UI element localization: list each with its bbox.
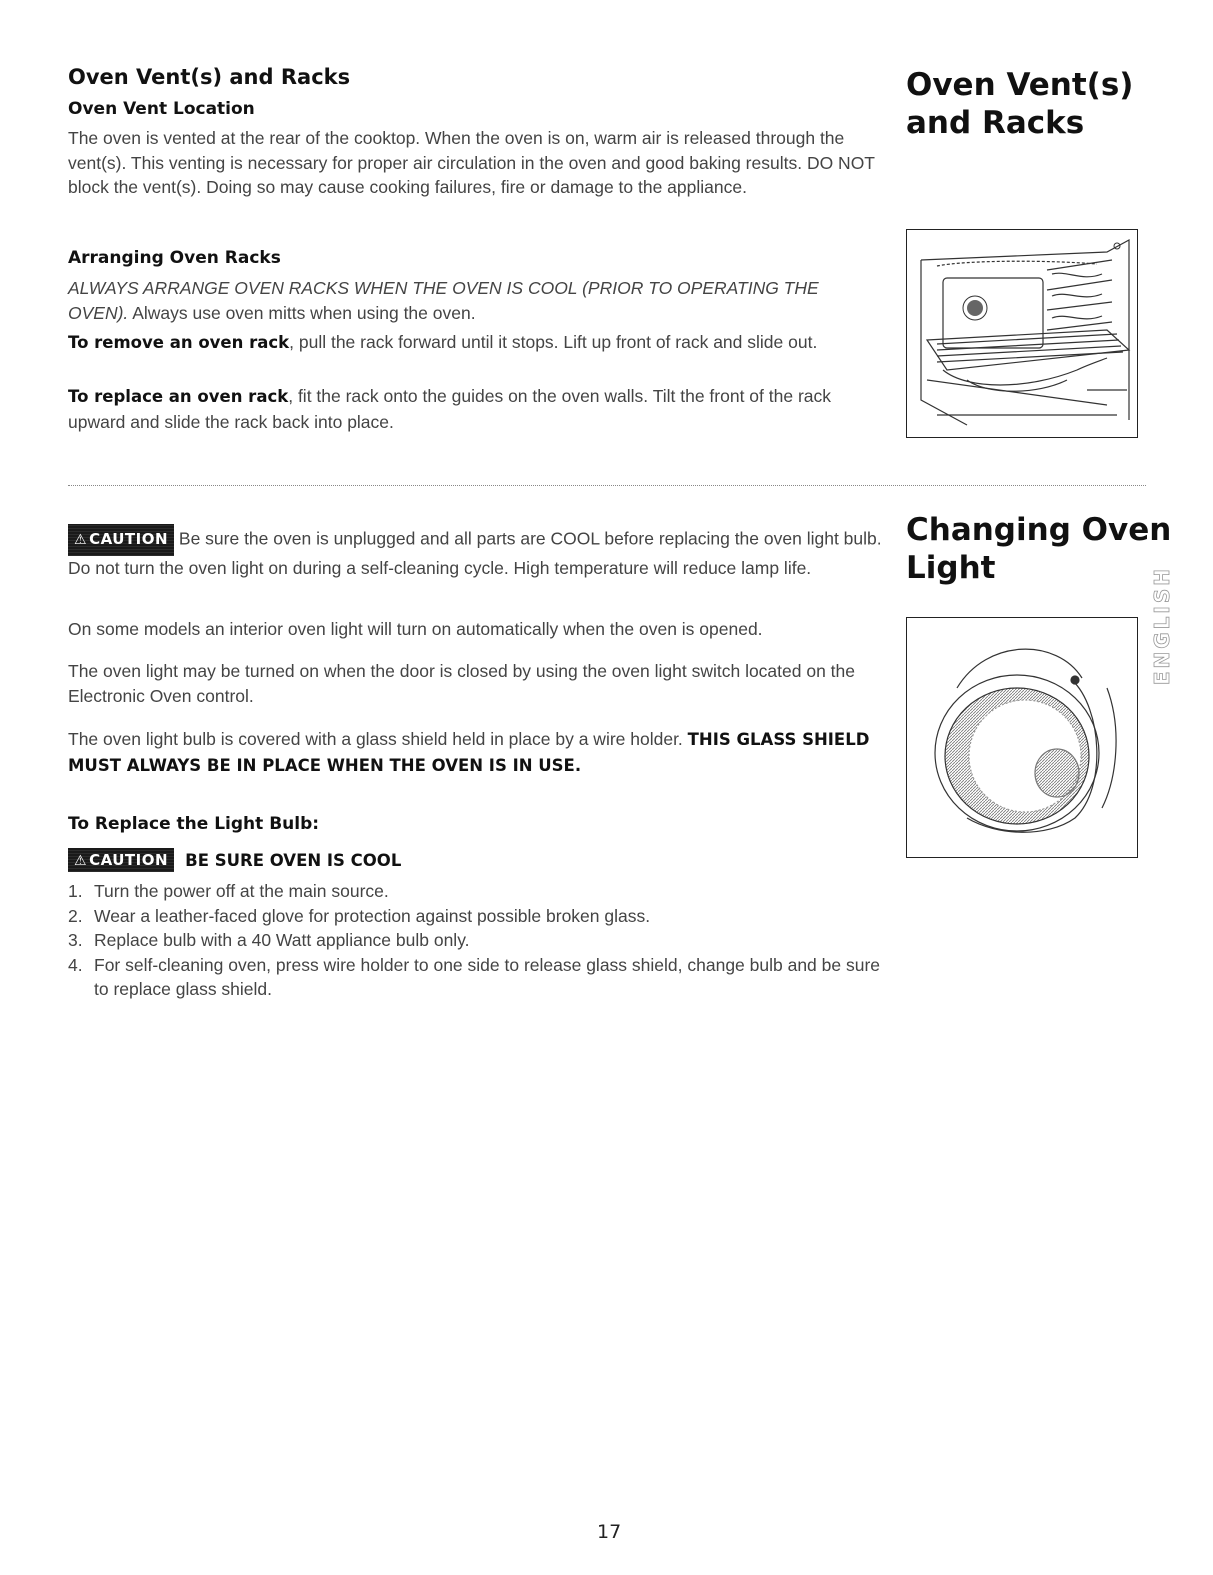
section-divider — [68, 485, 1146, 486]
oven-racks-figure — [906, 229, 1138, 438]
caution-label-2: CAUTION — [89, 851, 169, 869]
light-shield-illustration — [907, 618, 1136, 856]
caution-cool-text: BE SURE OVEN IS COOL — [185, 850, 402, 870]
list-item: 3. Replace bulb with a 40 Watt appliance bulb only. — [68, 930, 470, 950]
auto-light-paragraph: On some models an interior oven light will turn on automatically when the oven is opened. — [68, 619, 763, 639]
arranging-warning-italic: ALWAYS ARRANGE OVEN RACKS WHEN THE OVEN IS COOL (PRIOR TO OPERATING THE OVEN). — [68, 278, 819, 323]
arranging-text: Always use oven mitts when using the oven. — [128, 302, 476, 323]
remove-rack-text: , pull the rack forward until it stops. Lift up front of rack and slide out. — [289, 332, 818, 352]
remove-rack-paragraph — [68, 330, 858, 356]
arranging-paragraph — [68, 276, 858, 325]
replace-rack-label: To replace an oven rack — [68, 387, 289, 406]
caution-badge-2 — [68, 848, 174, 872]
oven-light-figure — [906, 617, 1138, 858]
side-title-vents-racks — [906, 66, 1133, 142]
subheading-arranging-racks: Arranging Oven Racks — [68, 248, 281, 268]
warning-triangle-icon: ⚠ — [74, 532, 88, 548]
language-tab-english: ENGLISH — [1150, 566, 1174, 686]
caution-badge — [68, 524, 174, 556]
list-item: 2. Wear a leather-faced glove for protection against possible broken glass. — [68, 905, 651, 926]
subheading-replace-bulb: To Replace the Light Bulb: — [68, 814, 320, 834]
caution-text: Be sure the oven is unplugged and all parts are COOL before replacing the oven light bulb. Do not turn the oven light on during a self-cleaning cycle. High temperature will reduce lamp life. — [68, 528, 882, 578]
light-switch-paragraph: The oven light may be turned on when the door is closed by using the oven light switch located on the Electronic Oven control. — [68, 661, 856, 706]
side-title-line2: and Racks — [906, 105, 1085, 141]
subheading-vent-location: Oven Vent Location — [68, 99, 255, 119]
warning-triangle-icon: ⚠ — [74, 853, 88, 869]
caution-cool-line — [68, 848, 401, 872]
glass-shield-text: The oven light bulb is covered with a glass shield held in place by a wire holder. — [68, 729, 688, 749]
side-title-line1: Changing Oven — [906, 512, 1172, 548]
glass-shield-paragraph — [68, 727, 888, 778]
vent-location-paragraph: The oven is vented at the rear of the cooktop. When the oven is on, warm air is released through the vent(s). This venting is necessary for proper air circulation in the oven and good baking results. DO NOT block the vent(s). Doing so may cause cooking failures, fire or damage to the appliance. — [68, 128, 875, 197]
remove-rack-label: To remove an oven rack — [68, 333, 290, 352]
oven-interior-illustration — [907, 230, 1136, 436]
side-title-line1: Oven Vent(s) — [906, 67, 1134, 103]
caution-paragraph — [68, 524, 888, 580]
replace-rack-paragraph — [68, 384, 868, 434]
glass-shield-warning: THIS GLASS SHIELD MUST ALWAYS BE IN PLACE WHEN THE OVEN IS IN USE. — [68, 730, 870, 775]
section-heading-vents-racks: Oven Vent(s) and Racks — [68, 65, 351, 89]
list-item: 1. Turn the power off at the main source. — [68, 881, 389, 901]
list-item: 4. For self-cleaning oven, press wire holder to one side to release glass shield, change bulb and be sure to replace glass shield. — [68, 954, 881, 999]
replace-bulb-steps — [68, 879, 888, 1002]
side-title-changing-light — [906, 511, 1171, 587]
caution-label: CAUTION — [89, 530, 169, 548]
replace-rack-text: , fit the rack onto the guides on the oven walls. Tilt the front of the rack upward and slide the rack back into place. — [68, 386, 832, 432]
page-number: 17 — [597, 1521, 622, 1543]
side-title-line2: Light — [906, 550, 996, 586]
